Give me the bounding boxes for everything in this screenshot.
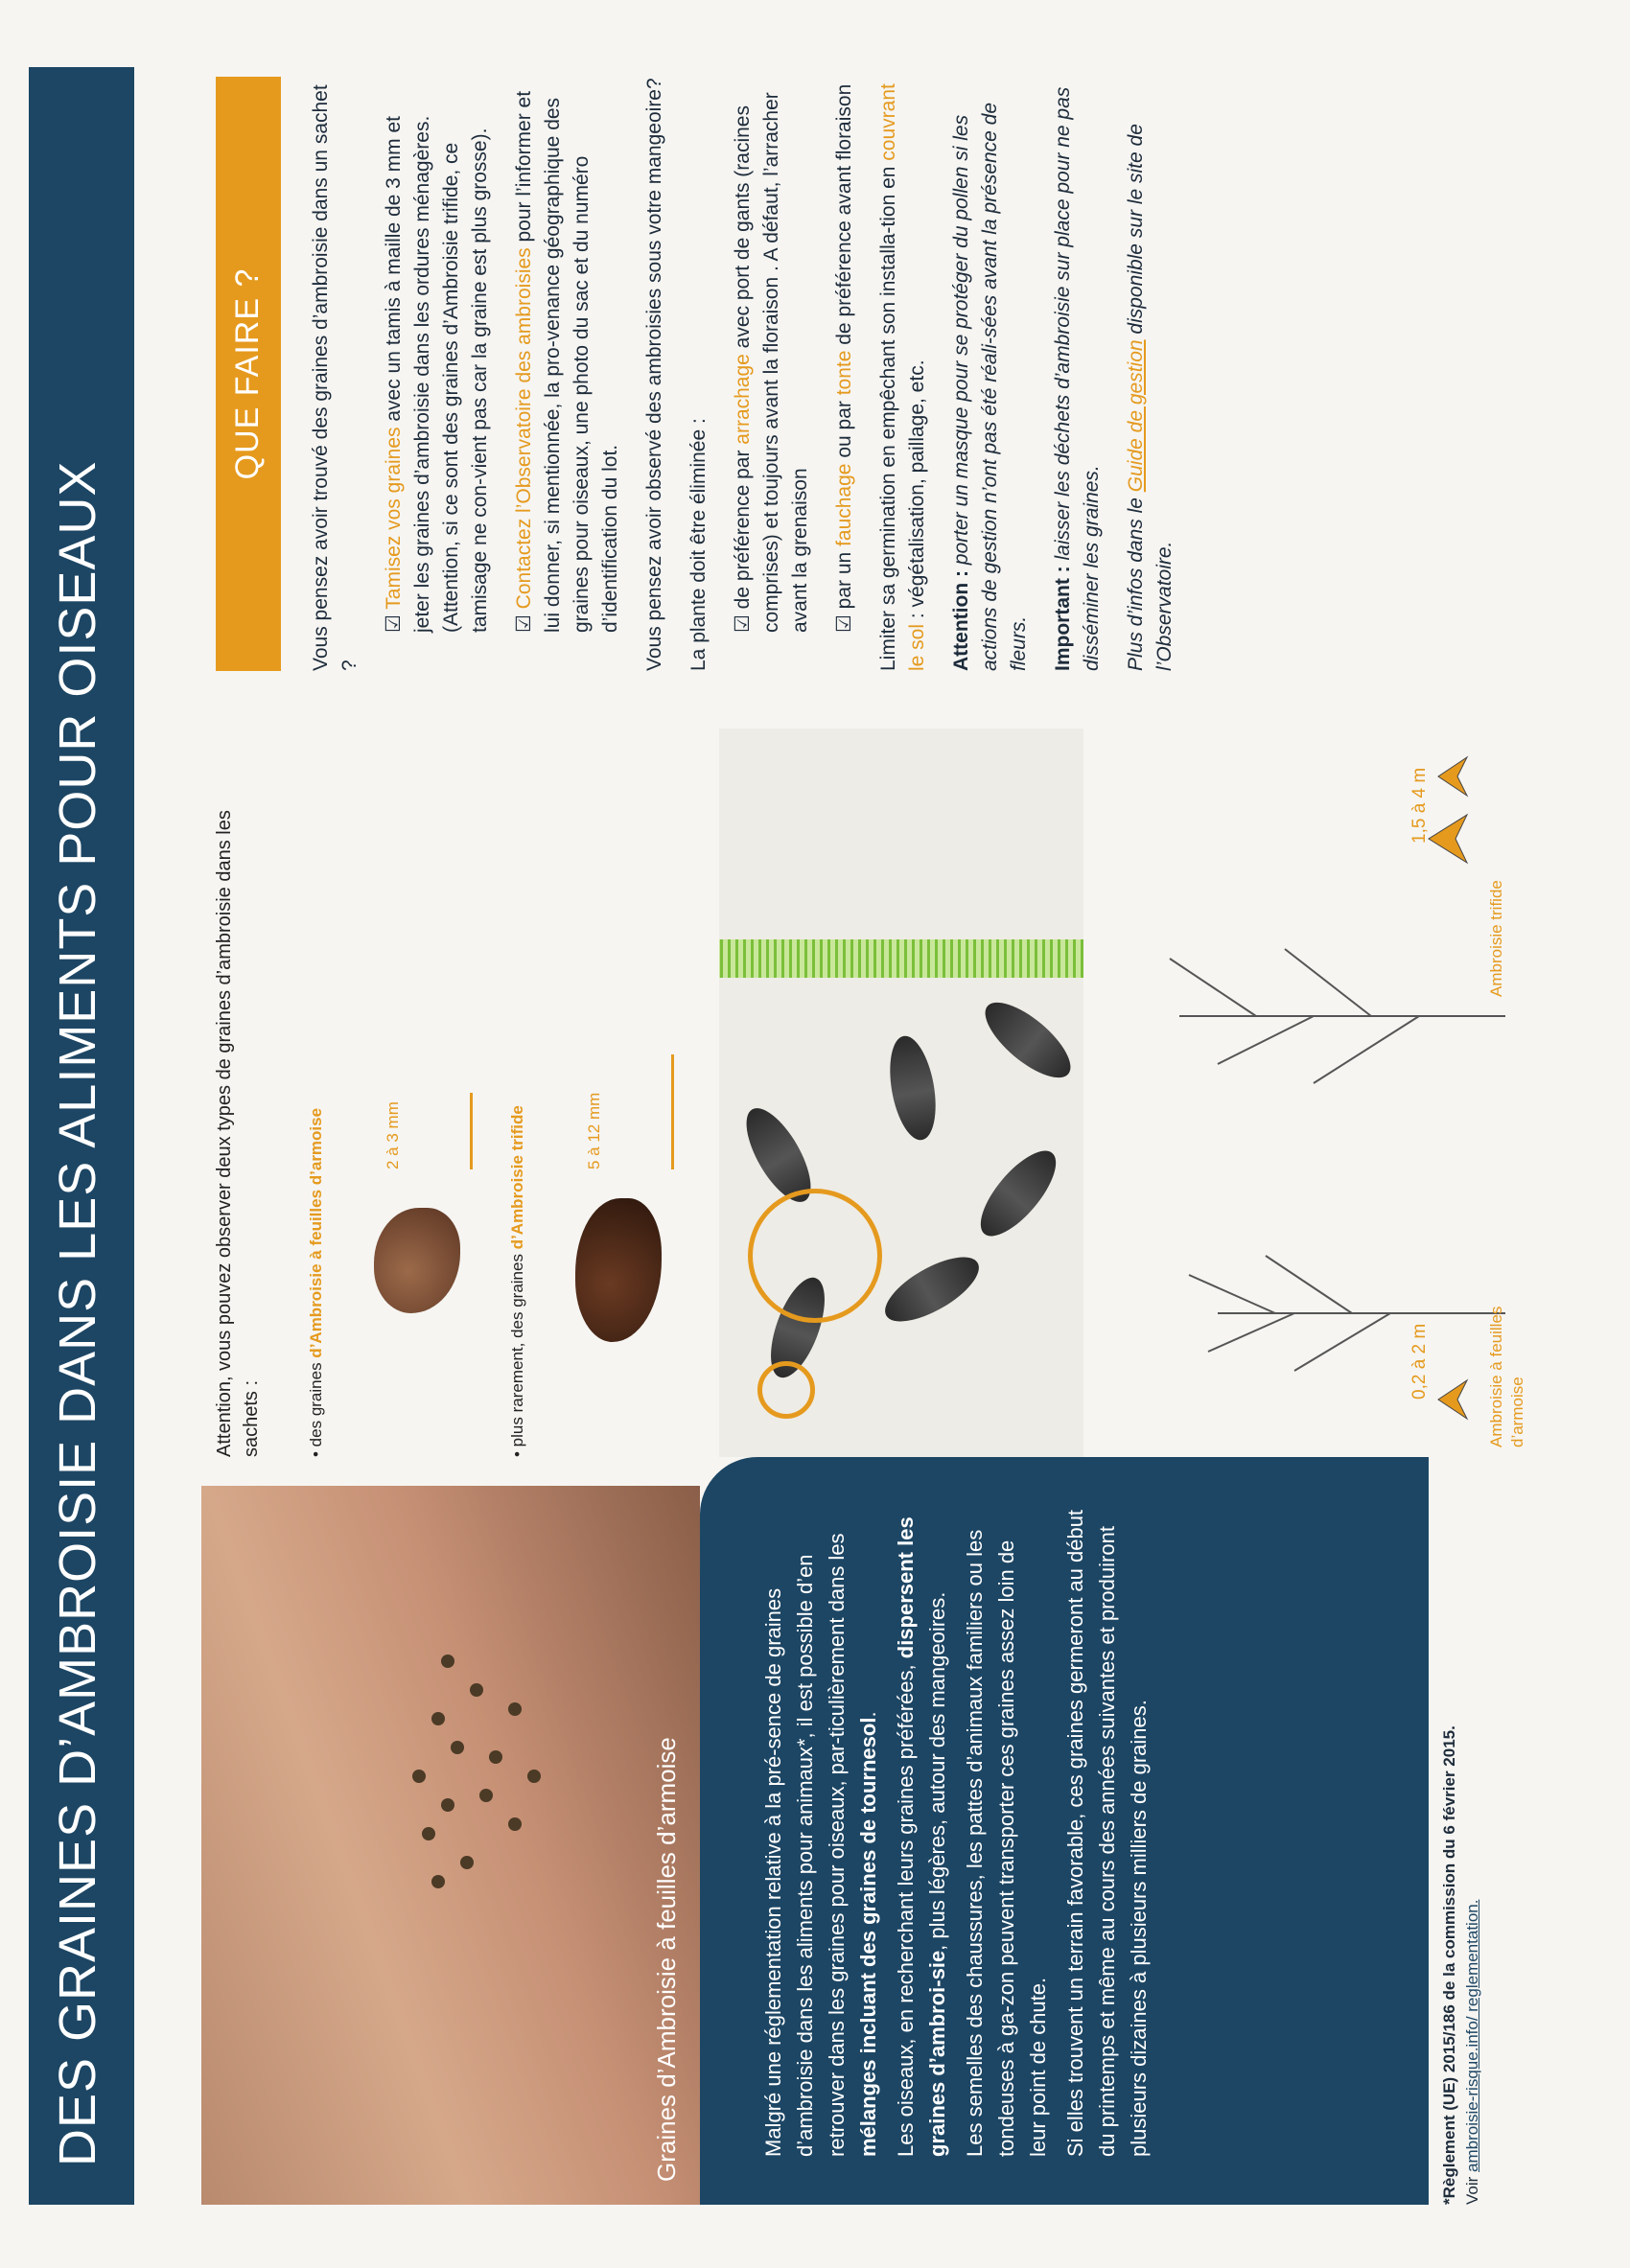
action-sieve: ☑ Tamisez vos graines avec un tamis à maille de 3 mm et jeter les graines d’ambroisie dans les ordures ménagères. (Attention, si ce sont des graines d’Ambroisie trifide, ce tamisage ne con-vient pas car la graine est plus grosse). xyxy=(383,115,491,633)
regulation-link[interactable]: ambroisie-risque.info/ reglementation. xyxy=(1463,1899,1481,2172)
guide-link[interactable]: Guide de gestion xyxy=(1125,339,1147,493)
seed2-size: 5 à 12 mm xyxy=(585,1092,603,1169)
seed2-name: d’Ambroisie trifide xyxy=(508,1105,526,1250)
info-text xyxy=(757,1505,1160,2157)
question-1: Vous pensez avoir trouvé des graines d’ambroisie dans un sachet ? xyxy=(310,84,361,671)
info-paragraph-3: Les semelles des chaussures, les pattes d’animaux familiers ou les tondeuses à ga-zon peuvent transporter ces graines assez loin de leur point de chute. xyxy=(963,1529,1050,2157)
seed1-size: 2 à 3 mm xyxy=(384,1101,402,1169)
plant2-height: 1,5 à 4 m xyxy=(1409,767,1430,844)
photo-caption: Graines d’Ambroisie à feuilles d’armoise xyxy=(652,1737,681,2182)
question-2: Vous pensez avoir observé des ambroisies sous votre mangeoire? xyxy=(643,78,665,671)
attention-note: Attention : porter un masque pour se protéger du pollen si les actions de gestion n’ont pas été réali-sées avant la présence de fleurs. xyxy=(950,102,1030,671)
footnote: *Règlement (UE) 2015/186 de la commission du 6 février 2015. Voir ambroisie-risque.info/ reglementation. xyxy=(1438,1342,1484,2205)
more-info: Plus d’infos dans le Guide de gestion disponible sur le site de l’Observatoire. xyxy=(1125,124,1176,671)
footnote-regulation: *Règlement (UE) 2015/186 de la commission du 6 février 2015. xyxy=(1440,1725,1458,2205)
important-note: Important : laisser les déchets d’ambroisie sur place pour ne pas disséminer les graines. xyxy=(1052,86,1103,671)
info-paragraph-1: Malgré une réglementation relative à la pré-sence de graines d’ambroisie dans les aliments pour animaux*, il est possible d’en retrouver dans les graines pour oiseaux, par-ticulièrement dans les mélanges incluant des graines de tournesol. xyxy=(761,1533,880,2157)
elimination-intro: La plante doit être éliminée : xyxy=(687,418,710,671)
plant-illustrations xyxy=(1103,729,1525,1457)
seed-mix-photo xyxy=(719,729,1083,1457)
plant1-label: Ambroisie à feuilles d’armoise xyxy=(1487,1306,1526,1447)
seed1-image xyxy=(374,1208,460,1313)
plant1-height: 0,2 à 2 m xyxy=(1409,1323,1430,1400)
action-mow: ☑ par un fauchage ou par tonte de préférence avant floraison xyxy=(833,83,855,633)
info-paragraph-4: Si elles trouvent un terrain favorable, ces graines germeront au début du printemps et même au cours des années suivantes et produiront plusieurs dizaines à plusieurs milliers de graines. xyxy=(1063,1509,1151,2157)
action-pull: ☑ de préférence par arrachage avec port de gants (racines comprises) et toujours avant la floraison . A défaut, l’arracher avant la grenaison xyxy=(732,92,811,633)
que-faire-heading: QUE FAIRE ? xyxy=(216,77,281,671)
info-box xyxy=(700,1457,1429,2205)
plant2-label: Ambroisie trifide xyxy=(1487,880,1505,997)
hand-seeds-photo xyxy=(201,1486,700,2205)
plant-drawings xyxy=(1103,729,1525,1457)
seed1-name: d’Ambroisie à feuilles d’armoise xyxy=(307,1107,325,1358)
seed2-image xyxy=(575,1198,662,1342)
leaflet-content xyxy=(29,67,1525,2205)
que-faire-text xyxy=(307,77,1195,671)
seed-type-1: • des graines d’Ambroisie à feuilles d’armoise 2 à 3 mm xyxy=(307,729,508,1457)
ruler xyxy=(719,939,1083,978)
action-contact: ☑ Contactez l’Observatoire des ambroisies pour l’informer et lui donner, si mentionnée, la pro-venance géographique des graines pour oiseaux, une photo du sac et du numéro d’identification du lot. xyxy=(513,90,621,633)
seed-type-2: • plus rarement, des graines d’Ambroisie trifide 5 à 12 mm xyxy=(508,729,710,1457)
page-title: DES GRAINES D’AMBROISIE DANS LES ALIMENTS POUR OISEAUX xyxy=(49,460,106,2166)
right-column xyxy=(29,67,1525,709)
seed-types-intro: Attention, vous pouvez observer deux types de graines d’ambroisie dans les sachets : xyxy=(214,810,262,1457)
limit-germination: Limiter sa germination en empêchant son installa-tion en couvrant le sol : végétalisation, paillage, etc. xyxy=(877,83,928,671)
middle-column xyxy=(29,729,1525,1457)
info-paragraph-2: Les oiseaux, en recherchant leurs graines préférées, dispersent les graines d’ambroi-sie, plus légères, autour des mangeoires. xyxy=(894,1516,949,2157)
